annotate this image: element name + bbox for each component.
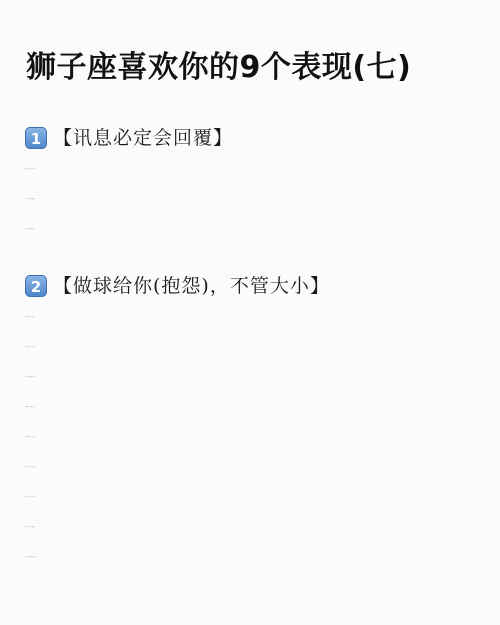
- body-line: [25, 392, 480, 422]
- section-2: [25, 272, 480, 572]
- section-heading-text: 【做球给你(抱怨)，不管大小】: [53, 275, 330, 297]
- section-heading-text: 【讯息必定会回覆】: [53, 127, 234, 149]
- body-line: [25, 332, 480, 362]
- body-line: [25, 422, 480, 452]
- page-title: 狮子座喜欢你的9个表现(七): [26, 50, 412, 85]
- number-two-icon: 2: [25, 275, 47, 297]
- section-1: [25, 124, 480, 244]
- body-line: [25, 482, 480, 512]
- section-body: [25, 302, 480, 572]
- body-line: [25, 154, 480, 184]
- section-heading: [25, 124, 480, 152]
- body-line: [25, 512, 480, 542]
- body-line: [25, 214, 480, 244]
- section-body: [25, 154, 480, 244]
- body-line: [25, 302, 480, 332]
- body-line: [25, 542, 480, 572]
- body-line: [25, 452, 480, 482]
- section-heading: [25, 272, 480, 300]
- body-line: [25, 362, 480, 392]
- number-one-icon: 1: [25, 127, 47, 149]
- body-line: [25, 184, 480, 214]
